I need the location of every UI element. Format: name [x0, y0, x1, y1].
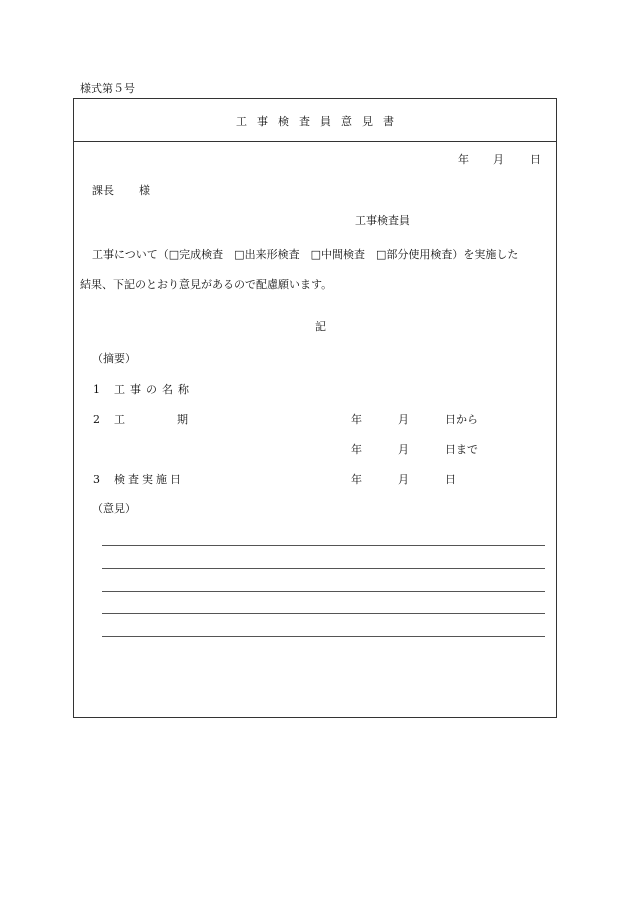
- opinion-line[interactable]: [102, 591, 545, 592]
- form-title: 工事検査員意見書: [236, 115, 404, 128]
- period-to-year: 年: [351, 443, 362, 456]
- opinion-line[interactable]: [102, 545, 545, 546]
- period-to-day: 日まで: [445, 443, 478, 456]
- item3-label: 検査実施日: [114, 473, 184, 486]
- item1-label: 工事の名称: [114, 383, 194, 396]
- date-year-label: 年: [458, 153, 469, 166]
- period-from-month: 月: [398, 413, 409, 426]
- period-to-month: 月: [398, 443, 409, 456]
- body-text-line1: 工事について（□完成検査 □出来形検査 □中間検査 □部分使用検査）を実施した: [92, 248, 519, 261]
- item2-label-a: 工: [114, 413, 125, 426]
- date-month-label: 月: [493, 153, 504, 166]
- item1-number: 1: [93, 383, 100, 396]
- body-text-line2: 結果、下記のとおり意見があるので配慮願います。: [80, 278, 333, 291]
- addressee-role: 課長: [92, 184, 114, 197]
- addressee-honorific: 様: [139, 184, 150, 197]
- ki-heading: 記: [315, 320, 326, 333]
- opinion-line[interactable]: [102, 568, 545, 569]
- item2-number: 2: [93, 413, 100, 426]
- date-day-label: 日: [530, 153, 541, 166]
- item3-number: 3: [93, 473, 100, 486]
- summary-label: （摘要）: [92, 352, 136, 365]
- item2-label-b: 期: [177, 413, 188, 426]
- period-from-year: 年: [351, 413, 362, 426]
- opinion-line[interactable]: [102, 613, 545, 614]
- period-from-day: 日から: [445, 413, 478, 426]
- opinion-label: （意見）: [92, 502, 136, 515]
- opinion-line[interactable]: [102, 636, 545, 637]
- inspection-date-day: 日: [445, 473, 456, 486]
- inspection-date-year: 年: [351, 473, 362, 486]
- form-number: 様式第５号: [80, 82, 135, 95]
- title-bar: [74, 99, 556, 142]
- inspection-date-month: 月: [398, 473, 409, 486]
- inspector-label: 工事検査員: [355, 214, 410, 227]
